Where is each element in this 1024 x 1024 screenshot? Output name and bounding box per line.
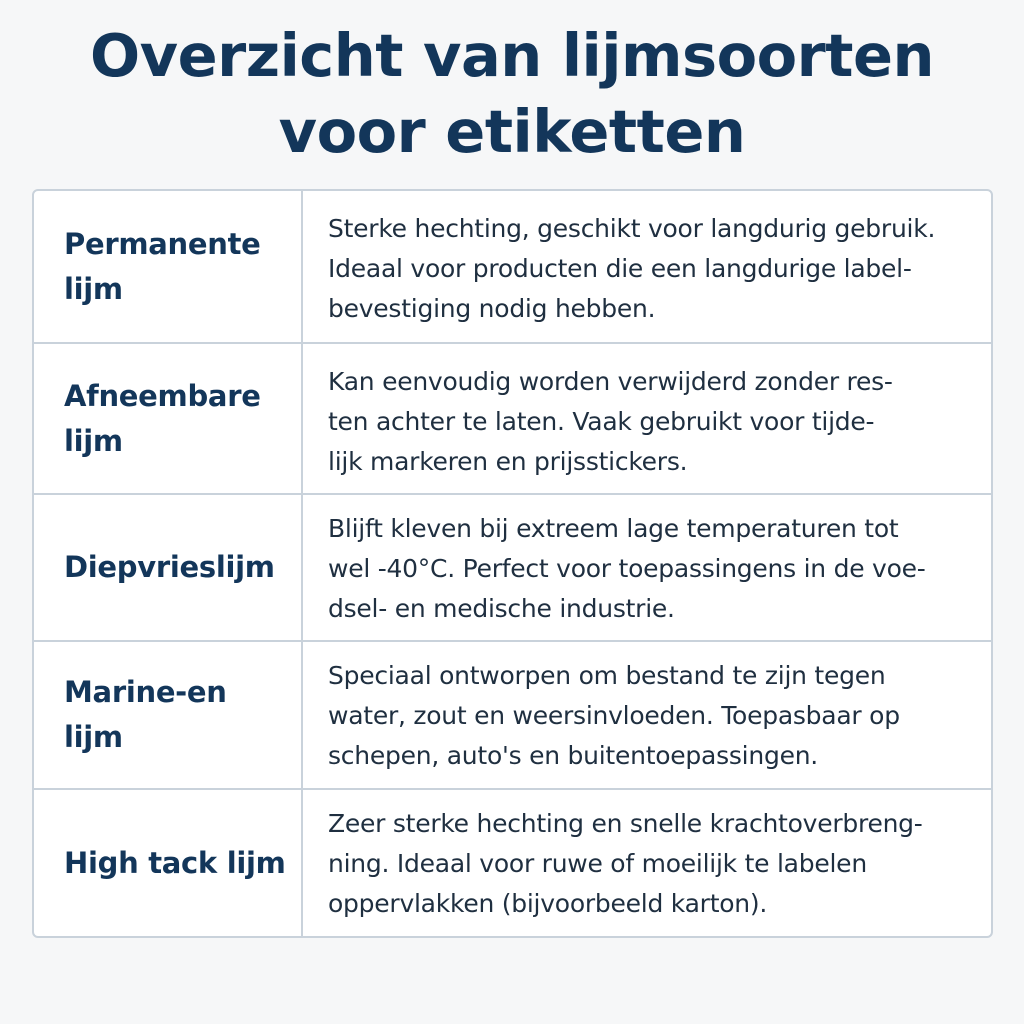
description-line: Blijft kleven bij extreem lage temperaturen tot <box>328 514 899 543</box>
adhesive-name-line: lijm <box>64 423 123 458</box>
description-line: Ideaal voor producten die een langdurige label- <box>328 254 912 283</box>
adhesive-name <box>34 790 303 936</box>
adhesive-name <box>34 191 303 342</box>
adhesive-description <box>303 509 991 629</box>
adhesive-name <box>34 344 303 493</box>
adhesive-name-line: Marine-en <box>64 675 227 709</box>
adhesive-description <box>303 362 991 482</box>
description-line: bevestiging nodig hebben. <box>328 294 656 323</box>
table-row-afneembare <box>34 342 991 493</box>
adhesive-name-line: Diepvrieslijm <box>64 550 275 584</box>
description-line: Kan eenvoudig worden verwijderd zonder res- <box>328 367 893 396</box>
table-row-high-tack <box>34 788 991 936</box>
adhesive-name <box>34 642 303 788</box>
table-row-diepvries <box>34 493 991 640</box>
page-title-line-1: Overzicht van lijmsoorten <box>90 21 934 90</box>
description-line: Zeer sterke hechting en snelle krachtoverbreng- <box>328 809 923 838</box>
adhesive-description <box>303 209 991 329</box>
description-line: Speciaal ontworpen om bestand te zijn tegen <box>328 661 886 690</box>
page-title-line-2: voor etiketten <box>278 97 746 166</box>
table-row-permanente <box>34 191 991 342</box>
description-line: dsel- en medische industrie. <box>328 594 675 623</box>
adhesive-name-line: Permanente <box>64 226 261 261</box>
adhesive-name <box>34 495 303 640</box>
description-line: schepen, auto's en buitentoepassingen. <box>328 741 818 770</box>
description-line: water, zout en weersinvloeden. Toepasbaar op <box>328 701 900 730</box>
description-line: oppervlakken (bijvoorbeeld karton). <box>328 889 768 918</box>
description-line: ten achter te laten. Vaak gebruikt voor tijde- <box>328 407 875 436</box>
page-title <box>0 18 1024 170</box>
description-line: ning. Ideaal voor ruwe of moeilijk te labelen <box>328 849 867 878</box>
adhesive-description <box>303 804 991 924</box>
adhesive-description <box>303 656 991 776</box>
adhesive-name-line: Afneembare <box>64 378 261 413</box>
adhesive-name-line: lijm <box>64 720 123 754</box>
adhesive-name-line: High tack lijm <box>64 845 286 880</box>
table-row-marine <box>34 640 991 788</box>
adhesive-name-line: lijm <box>64 271 123 306</box>
description-line: lijk markeren en prijsstickers. <box>328 447 688 476</box>
adhesive-table <box>32 189 993 938</box>
description-line: Sterke hechting, geschikt voor langdurig gebruik. <box>328 214 936 243</box>
description-line: wel -40°C. Perfect voor toepassingens in de voe- <box>328 554 926 583</box>
